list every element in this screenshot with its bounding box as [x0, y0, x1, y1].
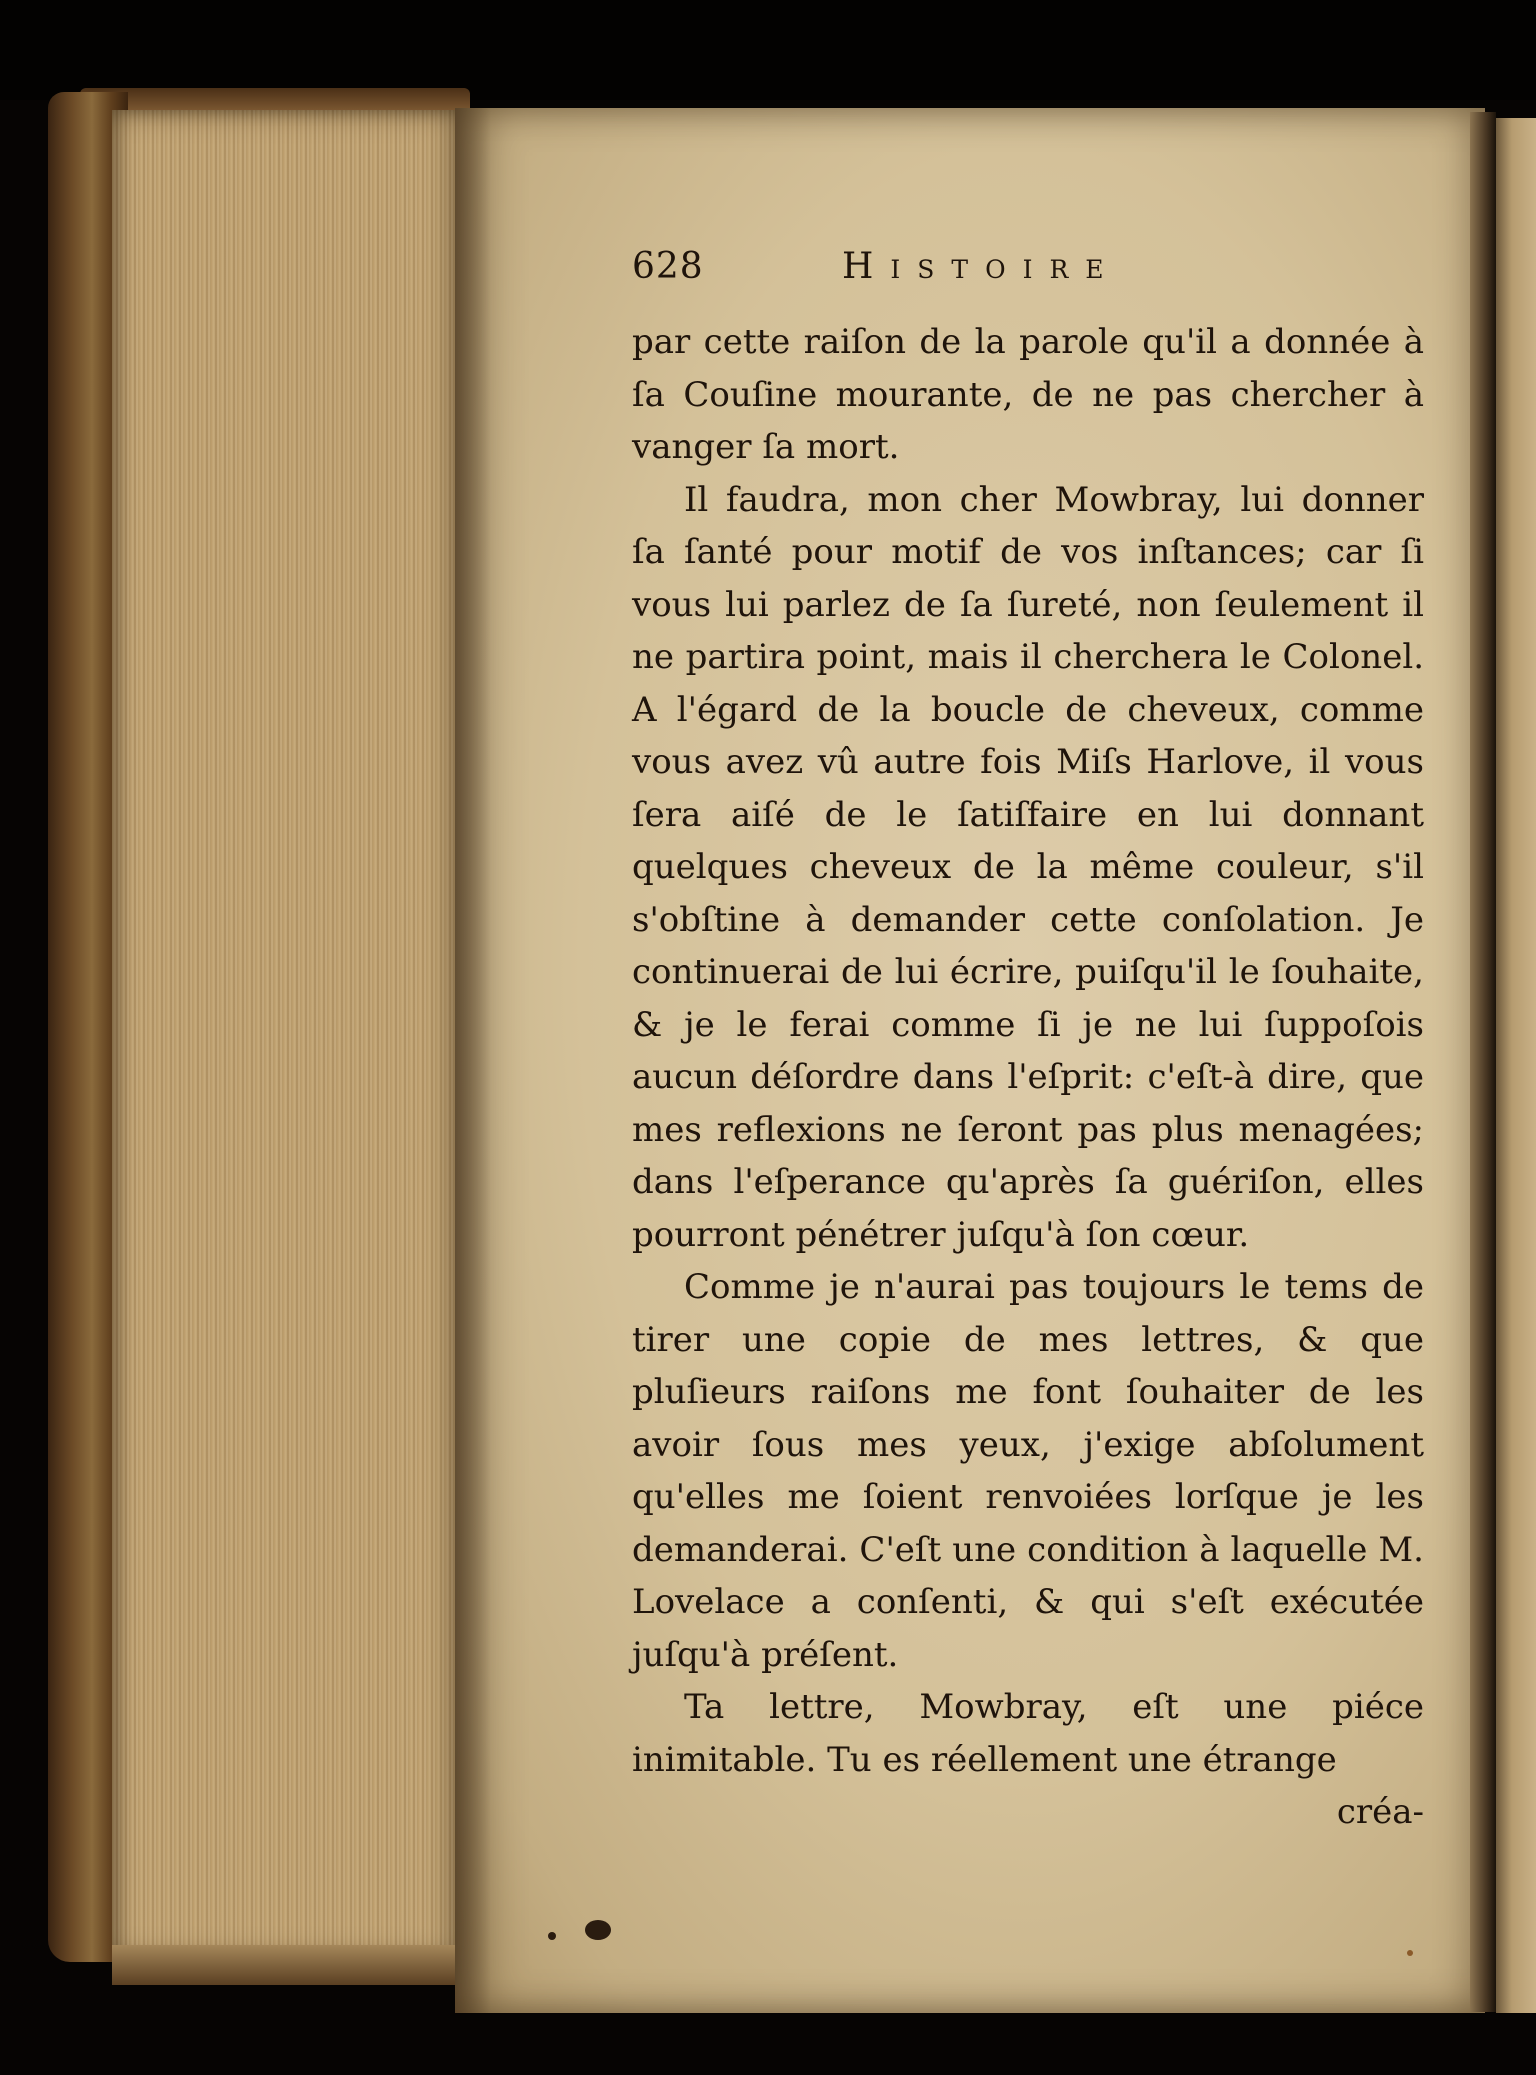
catchword: créa-: [1336, 1792, 1424, 1832]
paragraph: Ta lettre, Mowbray, eſt une piéce inimitable. Tu es réellement une étrange: [632, 1687, 1424, 1780]
ink-speck: [1407, 1950, 1413, 1956]
cover-top-edge: [80, 88, 470, 110]
paragraph: Comme je n'aurai pas toujours le tems de tirer une copie de mes lettres, & que pluſieurs raiſons me font ſouhaiter de les avoir ſous mes yeux, j'exige abſolument qu'elles me ſoient renvoiées lorſque je les demanderai. C'eſt une condition à laquelle M. Lovelace a conſenti, & qui s'eſt exécutée juſqu'à préſent.: [632, 1267, 1424, 1675]
page-gutter: [455, 108, 491, 2013]
paragraph: par cette raiſon de la parole qu'il a donnée à ſa Couſine mourante, de ne pas chercher à vanger ſa mort.: [632, 322, 1424, 467]
paragraph: Il faudra, mon cher Mowbray, lui donner ſa ſanté pour motif de vos inſtances; car ſi vous lui parlez de ſa ſureté, non ſeulement il ne partira point, mais il cherchera le Colonel. A l'égard de la boucle de cheveux, comme vous avez vû autre fois Miſs Harlove, il vous ſera aiſé de le ſatiſfaire en lui donnant quelques cheveux de la même couleur, s'il s'obſtine à demander cette conſolation. Je continuerai de lui écrire, puiſqu'il le ſouhaite, & je le ferai comme ſi je ne lui ſuppoſois aucun déſordre dans l'eſprit: c'eſt-à dire, que mes reflexions ne ſeront pas plus menagées; dans l'eſperance qu'après ſa guériſon, elles pourront pénétrer juſqu'à ſon cœur.: [632, 479, 1424, 1255]
facing-page-edge: [1496, 118, 1536, 2013]
page-right-fold: [1470, 112, 1496, 2012]
page-edges-stack: [112, 110, 472, 1960]
ink-speck: [585, 1920, 611, 1940]
page-heading: Histoire: [842, 246, 1121, 287]
page-number: 628: [632, 246, 704, 287]
ink-speck: [548, 1932, 556, 1940]
page-text-block: [632, 246, 1424, 1838]
running-head: [632, 246, 1424, 294]
page-edges-bottom: [112, 1945, 472, 1985]
background-shadow: [0, 0, 1536, 100]
body-text: [632, 316, 1424, 1786]
